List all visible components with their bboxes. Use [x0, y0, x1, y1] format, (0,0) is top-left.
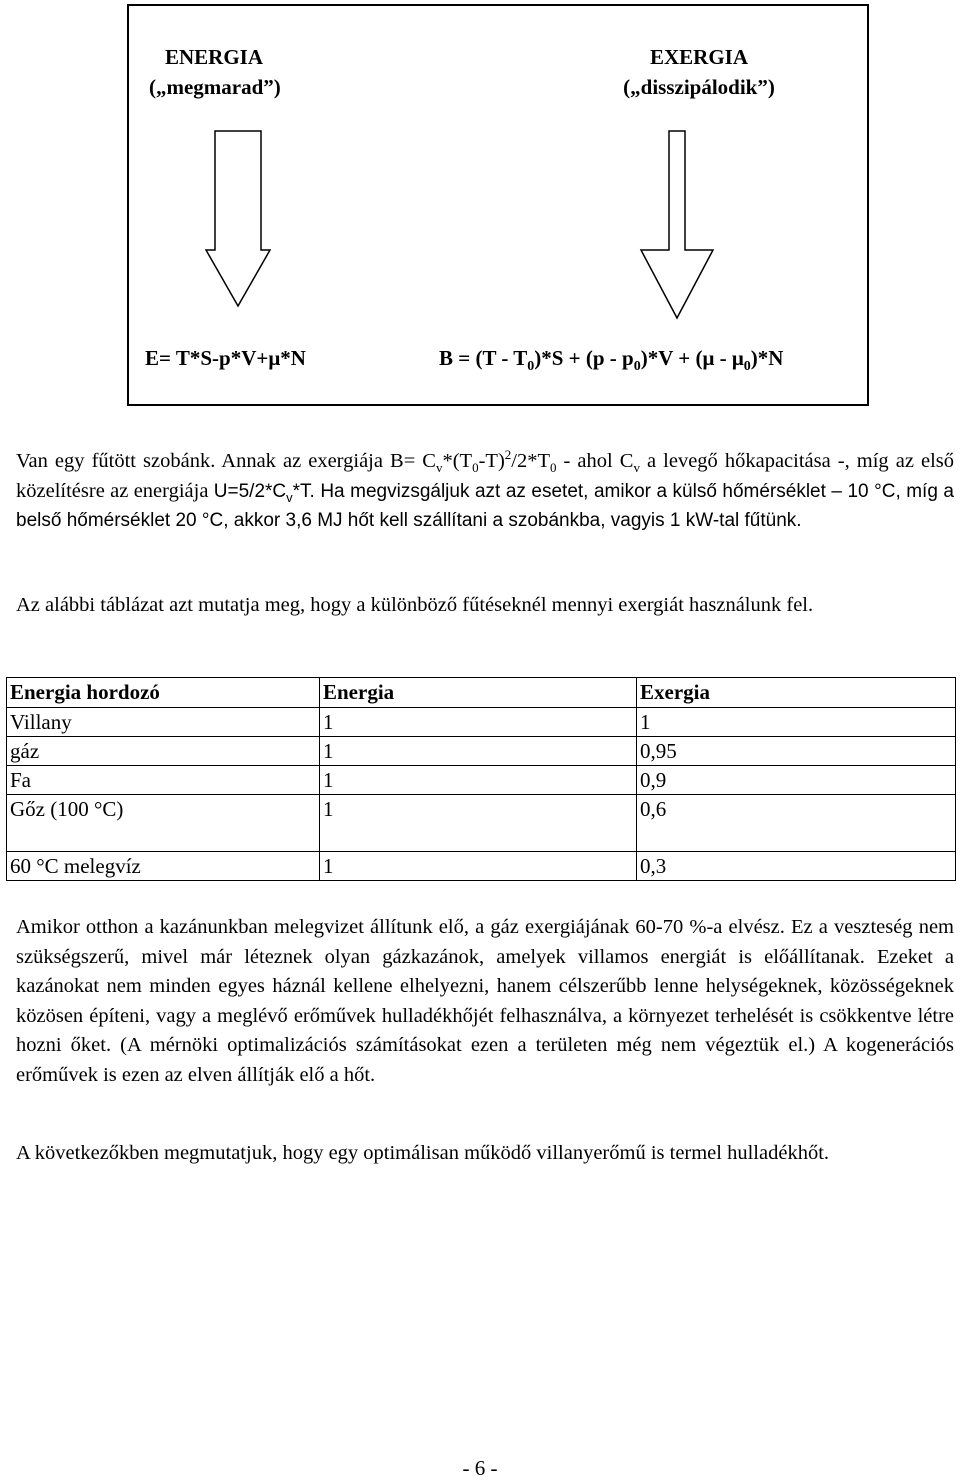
- boiler-loss-paragraph: Amikor otthon a kazánunkban melegvizet állítunk elő, a gáz exergiájának 60-70 %-a elvész. Ez a veszteség nem szükségszerű, mivel már léteznek olyan gázkazánok, amelyek villamos energiát is előállítanak. Ezeket a kazánokat nem minden egyes háznál kellene elhelyezni, hanem célszerűbb lenne helységeknek, közösségeknek közösen építeni, vagy a meglévő erőművek hulladékhőjét felhasználva, a környezet terhelését is csökkentve létre hozni őket. (A mérnöki optimalizációs számításokat ezen a területen még nem végeztük el.) A kogenerációs erőművek is ezen az elven állítják elő a hőt.: [16, 916, 954, 1086]
- energy-cell: 1: [320, 708, 637, 737]
- exergy-cell: 0,9: [637, 766, 956, 795]
- energy-cell: 1: [320, 737, 637, 766]
- carrier-cell: Villany: [7, 708, 320, 737]
- heated-room-paragraph: Van egy fűtött szobánk. Annak az exergiája $B= C_v*(T_0-T)^2/2*T_0$ - ahol $C_v$ a levegő hőkapacitása -, míg az első közelítésre az energiája $U=5/2*C_v*T$. Ha megvizsgáljuk azt az esetet, amikor a külső hőmérséklet – 10 °C, míg a belső hőmérséklet 20 °C, akkor 3,6 MJ hőt kell szállítani a szobánkba, vagyis 1 kW-tal fűtünk.: [16, 447, 954, 531]
- page-number: - 6 -: [462, 1456, 498, 1480]
- carrier-cell: 60 °C melegvíz: [7, 852, 320, 881]
- column-header-exergy: Exergia: [637, 678, 956, 708]
- exergy-cell: 1: [637, 708, 956, 737]
- energy-cell: 1: [320, 766, 637, 795]
- energy-cell: 1: [320, 795, 637, 852]
- energy-exergy-diagram: [127, 4, 869, 406]
- exergy-cell: 0,3: [637, 852, 956, 881]
- energy-subtitle: („megmarad”): [149, 75, 281, 99]
- table-header-row: [7, 678, 956, 708]
- column-header-energy: Energia: [320, 678, 637, 708]
- table-row: [7, 852, 956, 881]
- energy-exergy-table: [6, 677, 956, 881]
- table-intro-paragraph: Az alábbi táblázat azt mutatja meg, hogy a különböző fűtéseknél mennyi exergiát használunk fel.: [16, 594, 814, 616]
- exergy-cell: 0,95: [637, 737, 956, 766]
- table-row: [7, 737, 956, 766]
- exergy-down-arrow-icon: [639, 130, 715, 320]
- energy-cell: 1: [320, 852, 637, 881]
- energy-heading: [149, 42, 279, 102]
- exergy-title: EXERGIA: [649, 45, 749, 69]
- exergy-formula: $B = (T - T_0)*S + (p - p_0)*V + (\mu - \mu_0)*N$: [439, 346, 784, 375]
- energy-title: ENERGIA: [164, 45, 264, 69]
- exergy-subtitle: („disszipálodik”): [623, 75, 775, 99]
- table-row: [7, 766, 956, 795]
- exergy-heading: [599, 42, 799, 102]
- column-header-carrier: Energia hordozó: [7, 678, 320, 708]
- power-plant-paragraph: A következőkben megmutatjuk, hogy egy optimálisan működő villanyerőmű is termel hulladékhőt.: [16, 1142, 830, 1164]
- carrier-cell: Gőz (100 °C): [7, 795, 320, 852]
- energy-formula: E= T*S-p*V+μ*N: [145, 346, 306, 370]
- carrier-cell: gáz: [7, 737, 320, 766]
- table-row: [7, 708, 956, 737]
- table-row: [7, 795, 956, 852]
- carrier-cell: Fa: [7, 766, 320, 795]
- energy-down-arrow-icon: [205, 130, 271, 308]
- exergy-cell: 0,6: [637, 795, 956, 852]
